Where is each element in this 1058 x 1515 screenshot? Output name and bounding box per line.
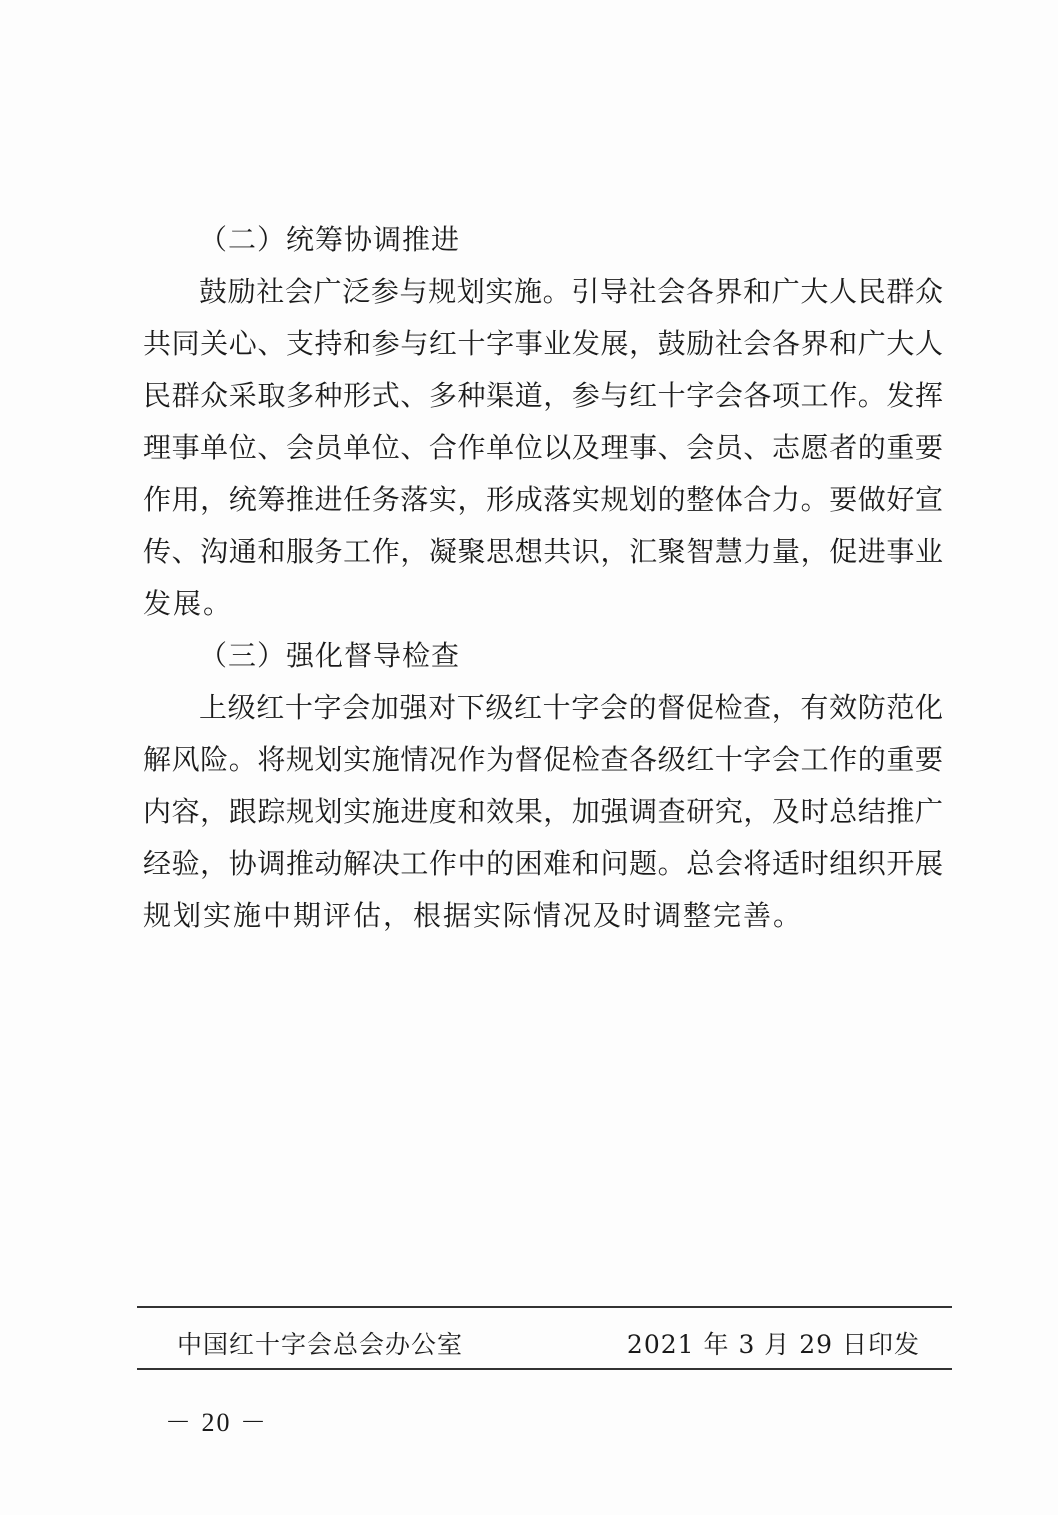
paragraph-line: 解风险。将规划实施情况作为督促检查各级红十字会工作的重要 [143, 743, 943, 776]
paragraph-line: 上级红十字会加强对下级红十字会的督促检查，有效防范化 [199, 691, 943, 724]
paragraph-line: 民群众采取多种形式、多种渠道，参与红十字会各项工作。发挥 [143, 379, 943, 412]
paragraph-line: 理事单位、会员单位、合作单位以及理事、会员、志愿者的重要 [143, 431, 943, 464]
issuing-office: 中国红十字会总会办公室 [177, 1330, 464, 1359]
document-body [143, 214, 943, 942]
section-heading-2: （二）统筹协调推进 [199, 223, 461, 256]
paragraph-line: 传、沟通和服务工作，凝聚思想共识，汇聚智慧力量，促进事业 [143, 535, 943, 568]
paragraph-line: 内容，跟踪规划实施进度和效果，加强调查研究，及时总结推广 [143, 795, 943, 828]
footer-row [137, 1308, 952, 1368]
footer-bottom-rule [137, 1368, 952, 1370]
section-heading-3: （三）强化督导检查 [199, 639, 461, 672]
paragraph-line: 经验，协调推动解决工作中的困难和问题。总会将适时组织开展 [143, 847, 943, 880]
page-number: － 20 － [165, 1408, 269, 1437]
paragraph-line: 作用，统筹推进任务落实，形成落实规划的整体合力。要做好宣 [143, 483, 943, 516]
issuance-footer [137, 1306, 952, 1370]
paragraph-line: 共同关心、支持和参与红十字事业发展，鼓励社会各界和广大人 [143, 327, 943, 360]
paragraph-line: 发展。 [143, 587, 234, 620]
paragraph-line: 鼓励社会广泛参与规划实施。引导社会各界和广大人民群众 [199, 275, 943, 308]
issue-date: 2021 年 3 月 29 日印发 [626, 1330, 920, 1359]
paragraph-line: 规划实施中期评估，根据实际情况及时调整完善。 [143, 899, 804, 932]
